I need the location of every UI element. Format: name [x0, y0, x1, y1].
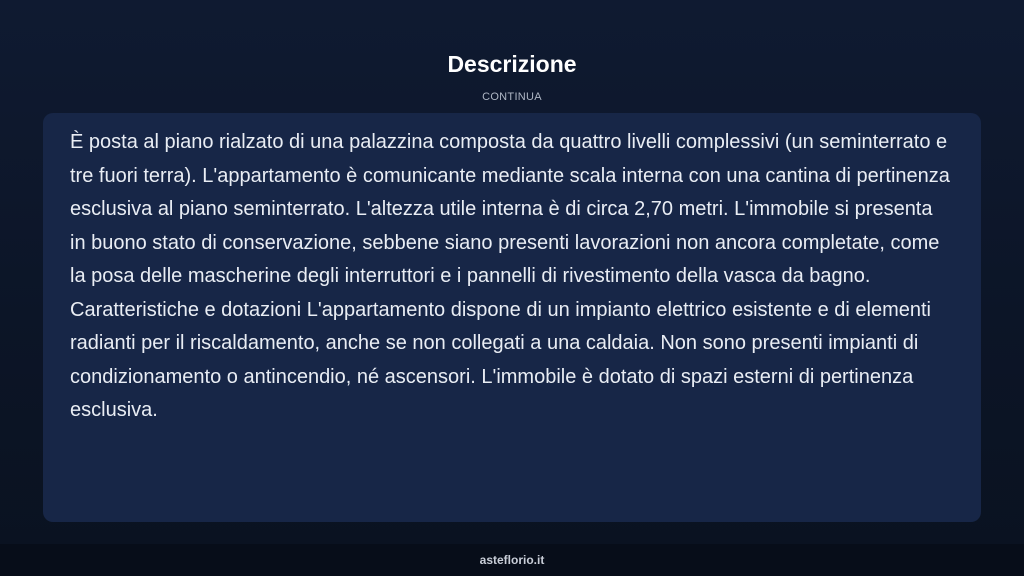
footer-bar	[0, 544, 1024, 576]
footer-site-label: asteflorio.it	[479, 553, 545, 567]
page-title: Descrizione	[447, 51, 577, 77]
description-card	[43, 113, 981, 522]
page-subtitle: CONTINUA	[482, 91, 542, 103]
description-text: È posta al piano rialzato di una palazzina composta da quattro livelli complessivi (un seminterrato e tre fuori terra). L'appartamento è comunicante mediante scala interna con una cantina di pertinenza esclusiva al piano seminterrato. L'altezza utile interna è di circa 2,70 metri. L'immobile si presenta in buono stato di conservazione, sebbene siano presenti lavorazioni non ancora completate, come la posa delle mascherine degli interruttori e i pannelli di rivestimento della vasca da bagno. Caratteristiche e dotazioni L'appartamento dispone di un impianto elettrico esistente e di elementi radianti per il riscaldamento, anche se non collegati a una caldaia. Non sono presenti impianti di condizionamento o antincendio, né ascensori. L'immobile è dotato di spazi esterni di pertinenza esclusiva.	[70, 131, 950, 421]
